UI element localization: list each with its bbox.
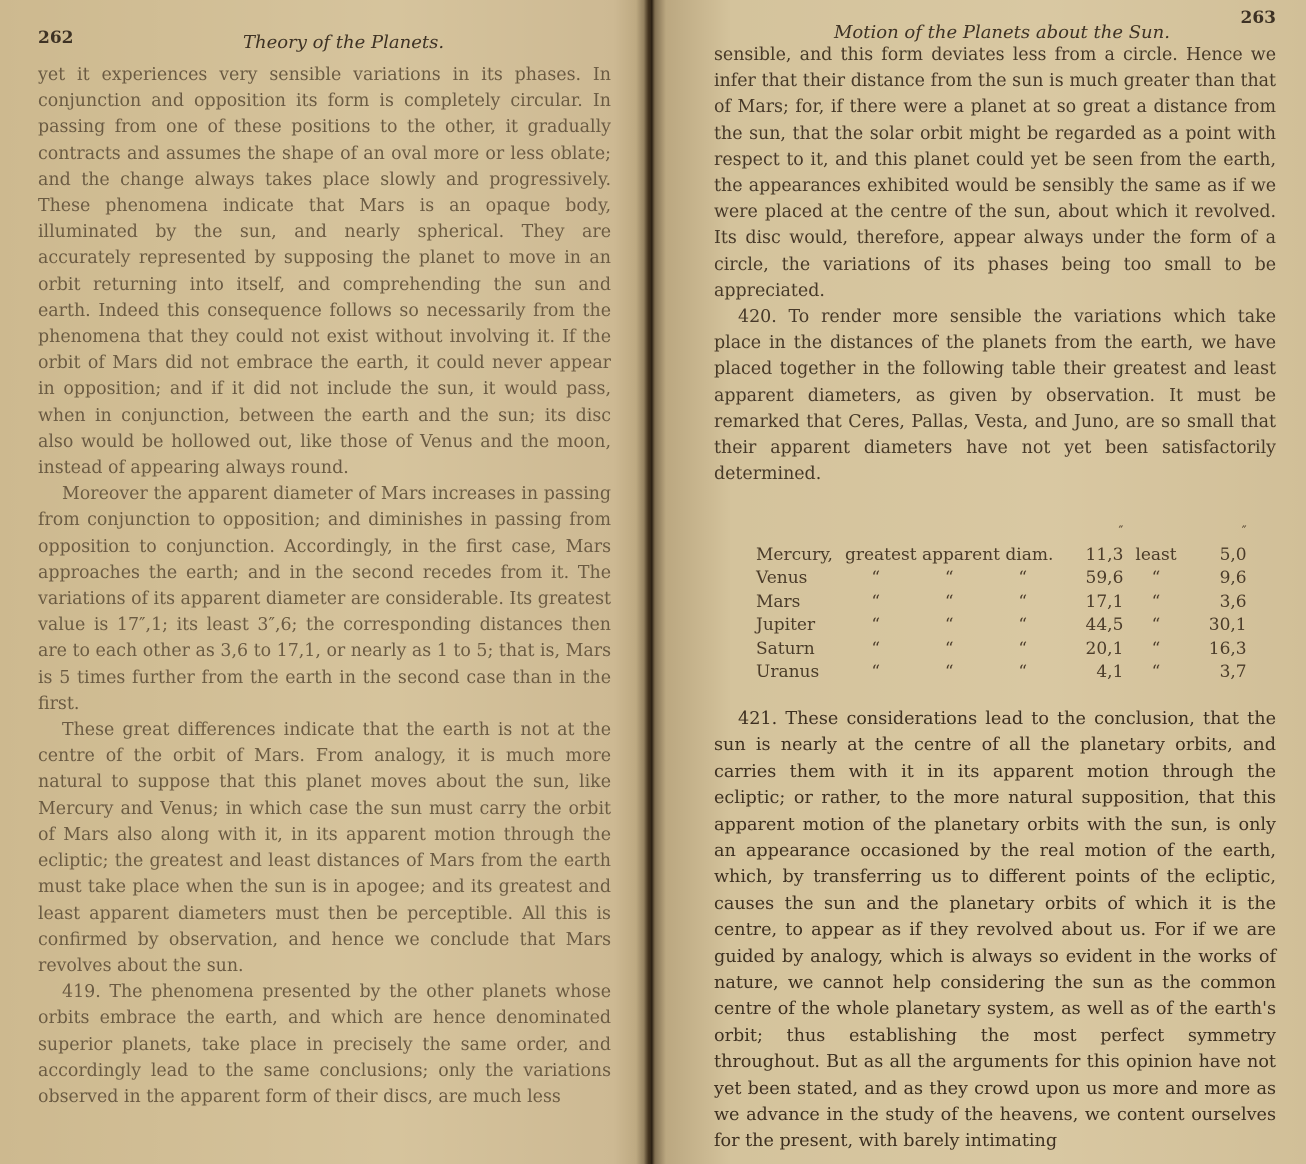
left-page-number: 262 <box>38 28 74 48</box>
left-paragraph-3: These great differences indicate that the earth is not at the centre of the orbit of Mars. From analogy, it is much more natural to suppose that this planet moves about the sun, like Mercury and Venus; in which case the sun must carry the orbit of Mars also along with it, in its apparent motion through the ecliptic; the greatest and least distances of Mars from the earth must take place when the sun is in apogee; and its greatest and least apparent diameters must then be perceptible. All this is confirmed by observation, and hence we conclude that Mars revolves about the sun. <box>38 720 611 976</box>
left-paragraph-1: yet it experiences very sensible variations in its phases. In conjunction and opposition its form is completely circular. In passing from one of these positions to the other, it gradually contracts and assumes the shape of an oval more or less oblate; and the change always takes place slowly and progressively. These phenomena indicate that Mars is an opaque body, illuminated by the sun, and nearly spherical. They are accurately represented by supposing the planet to move in an orbit returning into itself, and comprehending the sun and earth. Indeed this consequence follows so necessarily from the phenomena that they could not exist without involving it. If the orbit of Mars did not embrace the earth, it could never appear in opposition; and if it did not include the sun, it would pass, when in conjunction, between the earth and the sun; its disc also would be hollowed out, like those of Venus and the moon, instead of appearing always round. <box>38 65 611 479</box>
right-paragraph-420: 420. To render more sensible the variations which take place in the distances of the planets from the earth, we have placed together in the following table their greatest and least apparent diameters, as given by observation. It must be remarked that Ceres, Pallas, Vesta, and Juno, are so small that their apparent diameters have not yet been satisfactorily determined. <box>714 307 1276 485</box>
ditto-mark: “ <box>1151 662 1161 683</box>
least-value: 9,6 <box>1219 568 1247 589</box>
table-row <box>750 543 1253 567</box>
greatest-value: 17,1 <box>1085 591 1124 612</box>
planet-name: Mercury, <box>756 544 833 565</box>
left-page <box>0 0 645 1164</box>
ditto-mark: “ <box>1018 591 1028 612</box>
right-running-head <box>714 8 1276 42</box>
right-running-title: Motion of the Planets about the Sun. <box>834 22 1170 43</box>
ditto-mark: “ <box>1151 615 1161 636</box>
least-value: 3,6 <box>1219 591 1247 612</box>
ditto-mark: “ <box>1018 615 1028 636</box>
ditto-mark: “ <box>944 615 954 636</box>
table-row <box>750 566 1253 590</box>
unit-mark-least: ″ <box>1241 523 1247 539</box>
table-row <box>750 660 1253 684</box>
planet-name: Saturn <box>756 638 815 659</box>
ditto-mark: “ <box>944 591 954 612</box>
greatest-value: 44,5 <box>1085 615 1124 636</box>
ditto-mark: “ <box>944 662 954 683</box>
ditto-mark: “ <box>1151 591 1161 612</box>
greatest-value: 59,6 <box>1085 568 1124 589</box>
book-gutter <box>636 0 666 1164</box>
left-running-title: Theory of the Planets. <box>243 32 445 53</box>
unit-mark-greatest: ″ <box>1118 523 1124 539</box>
greatest-label: greatest apparent diam. <box>844 544 1054 565</box>
right-page-number: 263 <box>1240 8 1276 28</box>
planet-name: Mars <box>756 591 801 612</box>
right-paragraph-intro: sensible, and this form deviates less from a circle. Hence we infer that their distance from the sun is much greater than that of Mars; for, if there were a planet at so great a distance from the sun, that the solar orbit might be regarded as a point with respect to it, and this planet could yet be seen from the earth, the appearances exhibited would be sensibly the same as if we were placed at the centre of the sun, about which it revolved. Its disc would, therefore, appear always under the form of a circle, the variations of its phases being too small to be appreciated. <box>714 45 1276 301</box>
greatest-value: 20,1 <box>1085 638 1124 659</box>
ditto-mark: “ <box>944 568 954 589</box>
ditto-mark: “ <box>1018 568 1028 589</box>
planet-name: Venus <box>756 568 808 589</box>
ditto-mark: “ <box>1151 638 1161 659</box>
planet-name: Jupiter <box>756 615 816 636</box>
planet-name: Uranus <box>756 662 820 683</box>
ditto-mark: “ <box>871 662 881 683</box>
right-page <box>652 0 1306 1164</box>
greatest-value: 11,3 <box>1085 544 1124 565</box>
ditto-mark: “ <box>1018 638 1028 659</box>
table-row <box>750 613 1253 637</box>
least-value: 16,3 <box>1208 638 1247 659</box>
ditto-mark: “ <box>944 638 954 659</box>
right-paragraph-421: 421. These considerations lead to the conclusion, that the sun is nearly at the centre of all the planetary orbits, and carries them with it in its apparent motion through the ecliptic; or rather, to the more natural supposition, that this apparent motion of the planetary orbits with the sun, is only an appearance occasioned by the real motion of the earth, which, by transferring us to different points of the ecliptic, causes the sun and the planetary orbits of which it is the centre, to appear as if they revolved about us. For if we are guided by analogy, which is always so evident in the works of nature, we cannot help considering the sun as the common centre of the whole planetary system, as well as of the earth's orbit; thus establishing the most perfect symmetry throughout. But as all the arguments for this opinion have not yet been stated, and as they crowd upon us more and more as we advance in the study of the heavens, we content ourselves for the present, with barely intimating <box>714 708 1276 1152</box>
ditto-mark: “ <box>871 568 881 589</box>
apparent-diameter-table <box>750 519 1253 684</box>
left-paragraph-2: Moreover the apparent diameter of Mars increases in passing from conjunction to opposition; and diminishes in passing from opposition to conjunction. Accordingly, in the first case, Mars approaches the earth; and in the second recedes from it. The variations of its apparent diameter are considerable. Its greatest value is 17″,1; its least 3″,6; the corresponding distances then are to each other as 3,6 to 17,1, or nearly as 1 to 5; that is, Mars is 5 times further from the earth in the second case than in the first. <box>38 484 611 714</box>
unit-row <box>750 519 1253 543</box>
left-running-head <box>38 28 611 62</box>
least-label: least <box>1135 544 1177 565</box>
ditto-mark: “ <box>871 591 881 612</box>
least-value: 5,0 <box>1219 544 1247 565</box>
table-row <box>750 637 1253 661</box>
ditto-mark: “ <box>1018 662 1028 683</box>
ditto-mark: “ <box>871 638 881 659</box>
ditto-mark: “ <box>1151 568 1161 589</box>
least-value: 3,7 <box>1219 662 1247 683</box>
left-paragraph-419: 419. The phenomena presented by the other planets whose orbits embrace the earth, and which are hence denominated superior planets, take place in precisely the same order, and accordingly lead to the same conclusions; only the variations observed in the apparent form of their discs, are much less <box>38 982 611 1107</box>
ditto-mark: “ <box>871 615 881 636</box>
table-row <box>750 590 1253 614</box>
least-value: 30,1 <box>1208 615 1247 636</box>
greatest-value: 4,1 <box>1096 662 1124 683</box>
